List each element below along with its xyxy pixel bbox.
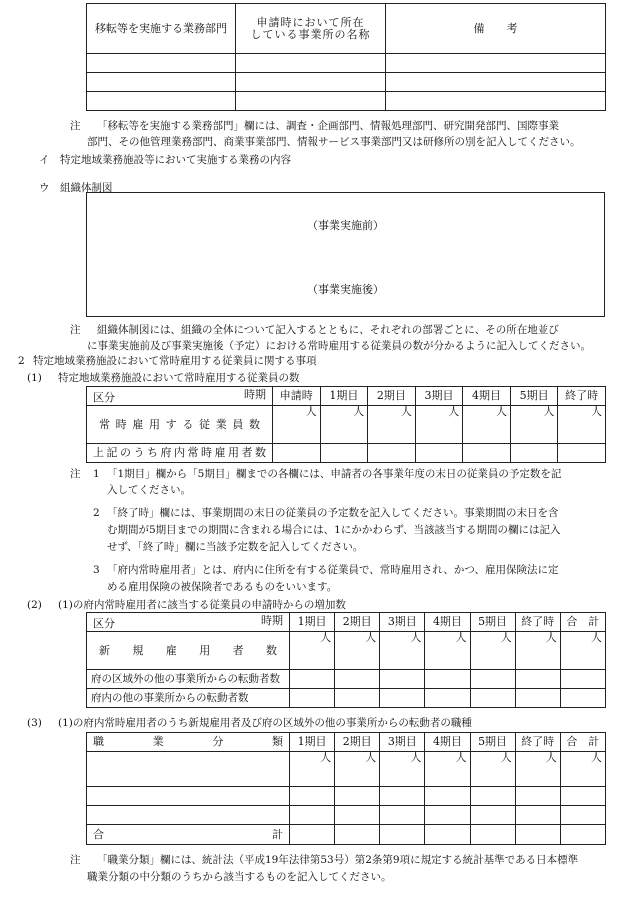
unit-cell[interactable]: 人 bbox=[380, 632, 425, 670]
note-line: 「1期目」欄から「5期目」欄までの各欄には、申請者の各事業年度の末日の従業員の予定数を記 bbox=[107, 468, 562, 480]
occupation-header: 職業分類 bbox=[87, 733, 290, 752]
period-header: 4期目 bbox=[463, 387, 511, 406]
table-cell[interactable] bbox=[386, 54, 606, 73]
note-line: 職業分類の中分類のうちから該当するものを記入してください。 bbox=[87, 871, 392, 883]
table-cell[interactable] bbox=[470, 806, 515, 825]
note-number: 3 bbox=[93, 564, 100, 576]
period-header: 1期目 bbox=[320, 387, 368, 406]
period-header: 3期目 bbox=[415, 387, 463, 406]
unit-cell[interactable]: 人 bbox=[470, 632, 515, 670]
org-chart-before-label: （事業実施前） bbox=[307, 219, 384, 232]
table-cell[interactable] bbox=[87, 787, 290, 806]
unit-cell[interactable]: 人 bbox=[290, 752, 335, 787]
note-line: 「府内常時雇用者」とは、府内に住所を有する従業員で、常時雇用され、かつ、雇用保険法に定 bbox=[107, 564, 559, 576]
row-label: 府の区域外の他の事業所からの転動者数 bbox=[87, 670, 290, 689]
item-label: イ bbox=[39, 154, 50, 166]
subsection-number: (3) bbox=[27, 717, 42, 729]
table-cell[interactable] bbox=[425, 670, 470, 689]
corner-header: 時期 区分 bbox=[87, 387, 273, 406]
unit-cell[interactable]: 人 bbox=[368, 406, 416, 444]
note-number: 1 bbox=[93, 468, 100, 480]
table-cell[interactable] bbox=[273, 444, 321, 463]
table-cell[interactable] bbox=[558, 444, 606, 463]
table-cell[interactable] bbox=[290, 806, 335, 825]
org-chart-after-label: （事業実施後） bbox=[307, 283, 384, 296]
subsection-title: 特定地域業務施設において常時雇用する従業員の数 bbox=[58, 372, 300, 384]
row-label: 新規雇用者数 bbox=[87, 632, 290, 670]
org-chart-box[interactable] bbox=[86, 192, 605, 317]
unit-cell[interactable]: 人 bbox=[380, 752, 425, 787]
section-title: 特定地域業務施設において常時雇用する従業員に関する事項 bbox=[33, 355, 317, 367]
period-header: 申請時 bbox=[273, 387, 321, 406]
table-cell[interactable] bbox=[290, 689, 335, 708]
note-line: む期間が5期目までの期間に含まれる場合には、1にかかわらず、当該該当する期間の欄には記入 bbox=[107, 524, 561, 536]
table-cell[interactable] bbox=[368, 444, 416, 463]
row-label: 府内の他の事業所からの転動者数 bbox=[87, 689, 290, 708]
period-header: 4期目 bbox=[425, 613, 470, 632]
table-cell[interactable] bbox=[386, 92, 606, 111]
period-header: 合 計 bbox=[560, 613, 605, 632]
unit-cell[interactable]: 人 bbox=[510, 406, 558, 444]
table-cell[interactable] bbox=[415, 444, 463, 463]
table-cell[interactable] bbox=[470, 689, 515, 708]
increase-table bbox=[86, 612, 606, 708]
item-text: 特定地域業務施設等において実施する業務の内容 bbox=[60, 154, 291, 166]
table-cell[interactable] bbox=[560, 806, 605, 825]
table-cell[interactable] bbox=[236, 92, 386, 111]
period-header: 合 計 bbox=[560, 733, 605, 752]
table-cell[interactable] bbox=[335, 806, 380, 825]
table-cell[interactable] bbox=[560, 825, 605, 845]
unit-cell[interactable]: 人 bbox=[320, 406, 368, 444]
table-cell[interactable] bbox=[510, 444, 558, 463]
table-cell[interactable] bbox=[236, 54, 386, 73]
note-number: 2 bbox=[93, 507, 100, 519]
unit-cell[interactable]: 人 bbox=[558, 406, 606, 444]
period-header: 5期目 bbox=[470, 613, 515, 632]
unit-cell[interactable]: 人 bbox=[425, 752, 470, 787]
unit-cell[interactable]: 人 bbox=[415, 406, 463, 444]
table-cell[interactable] bbox=[335, 787, 380, 806]
table-cell[interactable] bbox=[335, 689, 380, 708]
subsection-number: (1) bbox=[27, 372, 42, 384]
table-cell[interactable] bbox=[87, 54, 236, 73]
unit-cell[interactable]: 人 bbox=[560, 752, 605, 787]
col-header-office: 申請時において所在 している事業所の名称 bbox=[236, 4, 386, 54]
table-cell[interactable] bbox=[87, 806, 290, 825]
table-cell[interactable] bbox=[425, 787, 470, 806]
note-line: せず、「終了時」欄に当該予定数を記入してください。 bbox=[107, 541, 364, 553]
note-line: める雇用保険の被保険者であるものをいいます。 bbox=[107, 581, 338, 593]
note-mark: 注 bbox=[70, 854, 81, 866]
employee-count-table bbox=[86, 386, 606, 463]
total-label: 合計 bbox=[87, 825, 290, 845]
note-line: 「終了時」欄には、事業期間の末日の従業員の予定数を記入してください。事業期間の末日を含 bbox=[107, 507, 559, 519]
table-cell[interactable] bbox=[380, 787, 425, 806]
period-header: 終了時 bbox=[515, 613, 560, 632]
period-header: 5期目 bbox=[510, 387, 558, 406]
note-line: に事業実施前及び事業実施後（予定）における常時雇用する従業員の数が分かるように記入してください。 bbox=[87, 340, 591, 352]
table-cell[interactable] bbox=[380, 806, 425, 825]
table-cell[interactable] bbox=[560, 670, 605, 689]
period-header: 2期目 bbox=[368, 387, 416, 406]
col-header-department: 移転等を実施する業務部門 bbox=[87, 4, 236, 54]
unit-cell[interactable]: 人 bbox=[463, 406, 511, 444]
period-header: 終了時 bbox=[558, 387, 606, 406]
note-line: 組織体制図には、組織の全体について記入するとともに、それぞれの部署ごとに、その所在地並び bbox=[97, 324, 559, 336]
table-cell[interactable] bbox=[236, 73, 386, 92]
note-mark: 注 bbox=[70, 324, 81, 336]
item-label: ウ bbox=[39, 182, 50, 194]
unit-cell[interactable]: 人 bbox=[470, 752, 515, 787]
unit-cell[interactable]: 人 bbox=[335, 632, 380, 670]
note-line: 部門、その他管理業務部門、商業事業部門、情報サービス事業部門又は研修所の別を記入してください。 bbox=[87, 136, 581, 148]
subsection-number: (2) bbox=[27, 599, 42, 611]
unit-cell[interactable]: 人 bbox=[425, 632, 470, 670]
row-label: 上記のうち府内常時雇用者数 bbox=[87, 444, 273, 463]
table-cell[interactable] bbox=[290, 787, 335, 806]
table-cell[interactable] bbox=[470, 825, 515, 845]
occupation-table bbox=[86, 732, 606, 845]
table-cell[interactable] bbox=[425, 806, 470, 825]
period-header: 5期目 bbox=[470, 733, 515, 752]
period-header: 1期目 bbox=[290, 733, 335, 752]
table-cell[interactable] bbox=[515, 806, 560, 825]
table-cell[interactable] bbox=[463, 444, 511, 463]
table-cell[interactable] bbox=[560, 787, 605, 806]
unit-cell[interactable]: 人 bbox=[273, 406, 321, 444]
department-table bbox=[86, 3, 606, 111]
table-cell[interactable] bbox=[470, 670, 515, 689]
unit-cell[interactable]: 人 bbox=[560, 632, 605, 670]
table-cell[interactable] bbox=[380, 689, 425, 708]
table-cell[interactable] bbox=[320, 444, 368, 463]
note-mark: 注 bbox=[70, 468, 81, 480]
period-header: 1期目 bbox=[290, 613, 335, 632]
period-header: 終了時 bbox=[515, 733, 560, 752]
table-cell[interactable] bbox=[470, 787, 515, 806]
table-cell[interactable] bbox=[380, 670, 425, 689]
note-line: 「移転等を実施する業務部門」欄には、調査・企画部門、情報処理部門、研究開発部門、国際事業 bbox=[97, 120, 559, 132]
subsection-title: (1)の府内常時雇用者に該当する従業員の申請時からの増加数 bbox=[58, 599, 346, 611]
table-cell[interactable] bbox=[290, 825, 335, 845]
note-line: 「職業分類」欄には、統計法（平成19年法律第53号）第2条第9項に規定する統計基準である日本標準 bbox=[97, 854, 579, 866]
col-header-remarks: 備 考 bbox=[386, 4, 606, 54]
period-header: 2期目 bbox=[335, 613, 380, 632]
unit-cell[interactable]: 人 bbox=[515, 752, 560, 787]
unit-cell[interactable]: 人 bbox=[515, 632, 560, 670]
table-cell[interactable] bbox=[87, 752, 290, 787]
table-cell[interactable] bbox=[335, 670, 380, 689]
table-cell[interactable] bbox=[380, 825, 425, 845]
table-cell[interactable] bbox=[290, 670, 335, 689]
corner-header: 時期 区分 bbox=[87, 613, 290, 632]
note-mark: 注 bbox=[70, 120, 81, 132]
unit-cell[interactable]: 人 bbox=[290, 632, 335, 670]
table-cell[interactable] bbox=[87, 73, 236, 92]
table-cell[interactable] bbox=[425, 689, 470, 708]
period-header: 4期目 bbox=[425, 733, 470, 752]
table-cell[interactable] bbox=[335, 825, 380, 845]
period-header: 3期目 bbox=[380, 733, 425, 752]
subsection-title: (1)の府内常時雇用者のうち新規雇用者及び府の区域外の他の事業所からの転動者の職種 bbox=[58, 717, 472, 729]
table-cell[interactable] bbox=[515, 825, 560, 845]
unit-cell[interactable]: 人 bbox=[335, 752, 380, 787]
section-number: 2 bbox=[18, 355, 25, 367]
table-cell[interactable] bbox=[515, 787, 560, 806]
table-cell[interactable] bbox=[386, 73, 606, 92]
table-cell[interactable] bbox=[87, 92, 236, 111]
table-cell[interactable] bbox=[560, 689, 605, 708]
table-cell[interactable] bbox=[515, 670, 560, 689]
table-cell[interactable] bbox=[425, 825, 470, 845]
period-header: 2期目 bbox=[335, 733, 380, 752]
item-text: 組織体制図 bbox=[60, 182, 113, 194]
period-header: 3期目 bbox=[380, 613, 425, 632]
table-cell[interactable] bbox=[515, 689, 560, 708]
note-line: 入してください。 bbox=[107, 484, 191, 496]
row-label: 常時雇用する従業員数 bbox=[87, 406, 273, 444]
